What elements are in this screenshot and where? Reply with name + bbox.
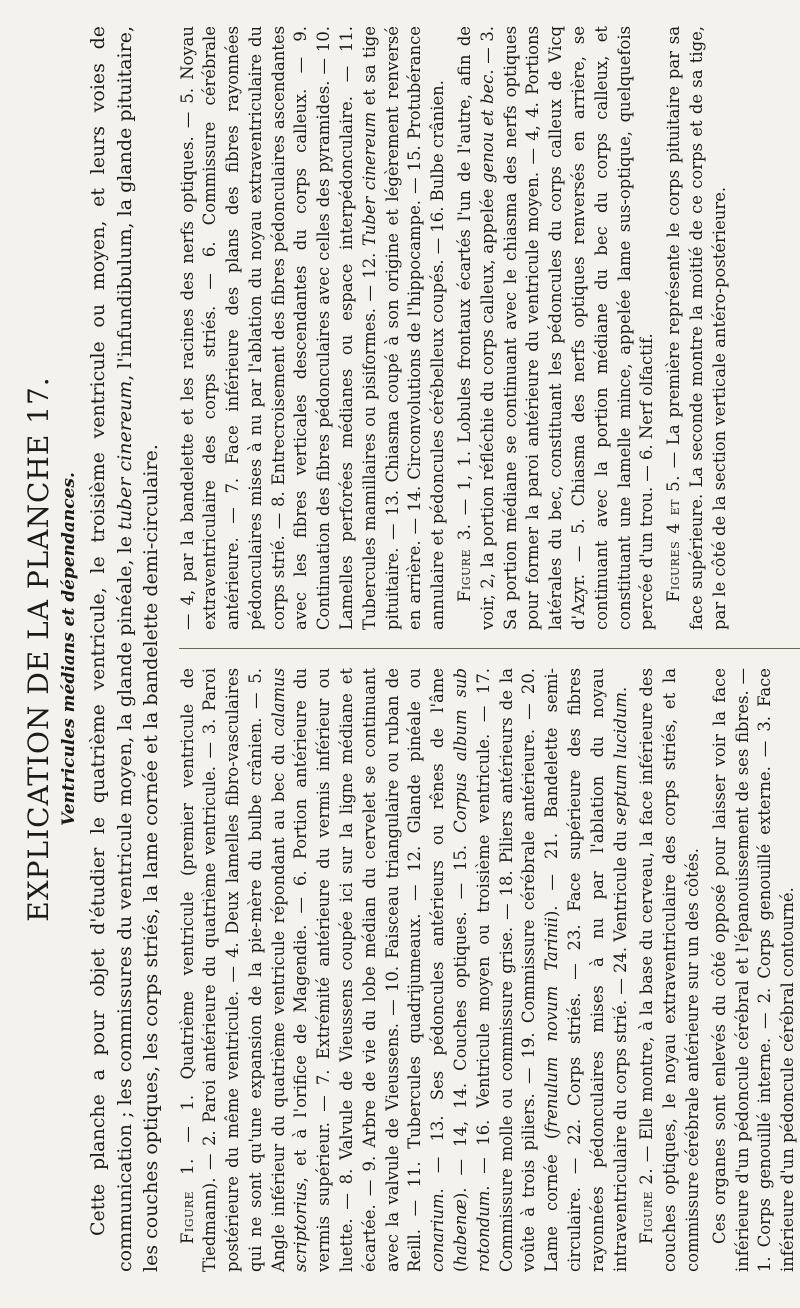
figure-3-text-a: — 1, 1. Lobules frontaux écartés l'un de l'autre, afin de voir, 2, la portion réfléchie du corps calleux, appelée [455, 25, 497, 630]
figure-1-text-b: , et à l'orifice de Magendie. — 6. Portion antérieure du vermis supérieur. — 7. Extrémité antérieure du vermis inférieur ou luette. — 8. Valvule de Vieussens coupée ici sur la ligne médiane et écartée. — 9. Arbre de vie du lobe médian du cervelet se continuant avec la valvule de Vieussens. — 10. Faisceau triangulaire ou ruban de Reill. — 11. Tubercules quadrijumeaux. — 12. Glande pinéale ou [291, 668, 425, 1272]
figure-2-text: — Elle montre, à la base du cerveau, la face inférieure des couches optiques, le noyau extraventriculaire des corps striés, et la commissure cérébrale antérieure sur un des côtés. [637, 668, 703, 1272]
page-title: EXPLICATION DE LA PLANCHE 17. [22, 376, 55, 922]
figure-3-lead: Figure 3. [455, 523, 475, 602]
figure-2-paragraph [636, 668, 704, 1272]
intro-text-2: , l'infundibulum, la glande pituitaire, les couches optiques, les corps striés, la lame cornée et la bandelette demi-circulaire. [113, 26, 162, 1272]
figure-4-5-lead: Figures 4 et 5. [664, 475, 684, 602]
figure-1-paragraph [177, 668, 633, 1272]
figure-1-italic-d: Corpus album sub rotondum [451, 668, 493, 1272]
continuation-text-a: — 4, par la bandelette et les racines des nerfs optiques. — 5. Noyau extraventriculaire des corps striés. — 6. Commissure cérébrale antérieure. — 7. Face inférieure des plans des fibres rayonnées pédonculaires mises à nu par l'ablation du noyau extraventriculaire du corps strié. — 8. Entrecroisement des fibres pédonculaires ascendantes avec les fibres verticales descendantes du corps calleux. — 9. Continuation des fibres pédonculaires avec celles des pyramides. — 10. Lamelles perforées médianes ou espace interpédonculaire. — 11. Tubercules mamillaires ou pisiformes. — 12. [177, 26, 379, 630]
figure-1-text-f: ). — 21. Bandelette semi-circulaire. — 22. Corps striés. — 23. Face supérieure des fibres rayonnées pédonculaires mises à nu par l'ablation du noyau intraventriculaire du corps strié. — 24. Ventricule du [542, 668, 630, 1272]
figure-1-italic-a: calamus scriptorius [268, 668, 311, 1272]
figure-1-text-g: . [610, 686, 630, 693]
left-column [177, 668, 800, 1272]
figure-3-italic: genou et bec [477, 74, 497, 183]
right-column [177, 26, 800, 630]
figure-1-text-c: . — 13. Ses pédoncules antérieurs ou rênes de l'âme ( [428, 668, 471, 1272]
figure-1-italic-b: conarium [428, 1193, 448, 1272]
figure-1-text-e: . — 16. Ventricule moyen ou troisième ventricule. — 17. Commissure molle ou commissure grise. — 18. Piliers antérieurs de la voûte à trois piliers. — 19. Commissure cérébrale antérieure. — 20. Lame cornée ( [473, 668, 562, 1272]
figure-4-5-text: — La première représente le corps pituitaire par sa face supérieure. La seconde montre la moitié de ce corps et de sa tige, par le côté de la section verticale antéro-postérieure. [664, 26, 729, 630]
figure-2-lead: Figure 2. [637, 1167, 657, 1244]
continuation-paragraph [177, 26, 451, 630]
figure-1-lead: Figure 1. [177, 1158, 197, 1244]
continuation-text-b: et sa tige pituitaire. — 13. Chiasma coupé à son origine et légèrement renversé en arrière. — 14. Circonvolutions de l'hippocampe. — 15. Protubérance annulaire et pédoncules cérébelleux coupés. — 16. Bulbe crânien. [359, 25, 448, 630]
figure-4-5-paragraph [663, 26, 731, 630]
continuation-italic: Tuber cinereum [359, 111, 379, 247]
figure-1-italic-f: septum lucidum [610, 692, 630, 826]
organs-paragraph: Ces organes sont enlevés du côté opposé pour laisser voir la face inférieure d'un pédoncule cérébral et l'épanouissement de ses fibres. — 1. Corps genouillé interne. — 2. Corps genouillé externe. — 3. Face inférieure d'un pédoncule cérébral contourné. [709, 668, 798, 1272]
page-subtitle: Ventricules médians et dépendances. [59, 472, 79, 826]
figure-1-italic-c: habenæ [451, 1199, 471, 1266]
two-column-body [177, 26, 800, 1272]
figure-1-text-a: — 1. Quatrième ventricule (premier ventricule de Tiedmann). — 2. Paroi antérieure du quatrième ventricule. — 3. Paroi postérieure du même ventricule. — 4. Deux lamelles fibro-vasculaires qui ne sont qu'une expansion de la pie-mère du bulbe crânien. — 5. Angle inférieur du quatrième ventricule répondant au bec du [177, 667, 288, 1272]
figure-1-text-d: ). — 14, 14. Couches optiques. — 15. [451, 832, 471, 1200]
figure-3-paragraph [454, 26, 659, 630]
intro-paragraph [85, 26, 165, 1272]
figure-1-italic-e: frenulum novum Tarinii [542, 917, 562, 1133]
intro-text-1: Cette planche a pour objet d'étudier le quatrième ventricule, le troisième ventricule ou moyen, et leurs voies de communication ; les commissures du ventricule moyen, la glande pinéale, le [87, 26, 136, 1272]
column-divider [179, 649, 800, 650]
figure-3-text-b: . — 3. Sa portion médiane se continuant avec le chiasma des nerfs optiques pour former la paroi antérieure du ventricule moyen. — 4, 4. Portions latérales du bec, constituant les pédoncules du corps calleux de Vicq d'Azyr. — 5. Chiasma des nerfs optiques renversés en arrière, se continuant avec la portion médiane du bec du corps calleux, et constituant une lamelle mince, appelée lame sus-optique, quelquefois percée d'un trou. — 6. Nerf olfactif. [477, 26, 657, 630]
intro-italic-term: tuber cinereum [113, 380, 136, 530]
